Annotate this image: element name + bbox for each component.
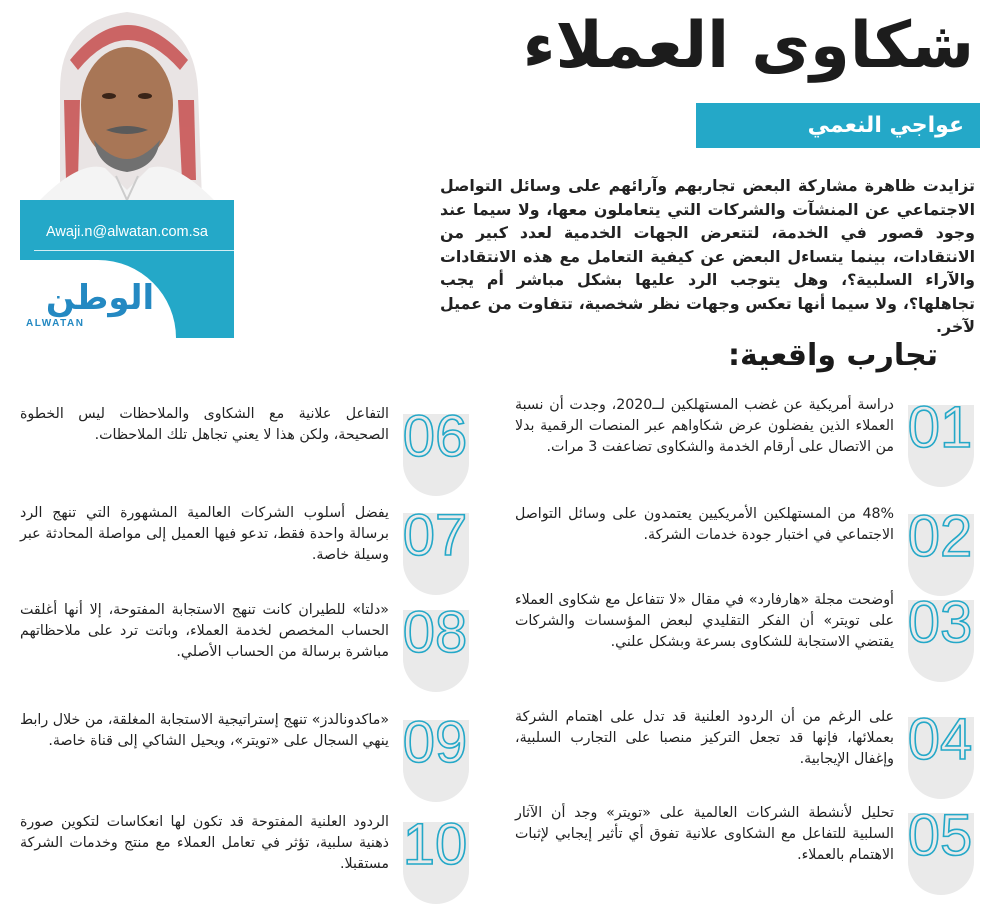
author-name-band: عواجي النعمي [696,103,980,148]
item-text: يفضل أسلوب الشركات العالمية المشهورة التي تنهج الرد برسالة واحدة فقط، تدعو فيها العميل إلى مواصلة المحادثة عبر وسيلة خاصة. [20,505,389,563]
item-text: الردود العلنية المفتوحة قد تكون لها انعكاسات لتكوين صورة ذهنية سلبية، تؤثر في تعامل العملاء مع منتج وخدمات الشركة مستقبلا. [20,814,389,872]
author-photo [20,0,234,200]
item-number: 04 [907,707,973,772]
list-item-02 [515,504,980,604]
list-item-06 [20,404,475,504]
item-number: 01 [907,395,973,460]
intro-paragraph: تزايدت ظاهرة مشاركة البعض تجاربهم وآرائهم على وسائل التواصل الاجتماعي عن المنشآت والشركات التي يتعاملون معها، ولا سيما عند وجود قصور في الخدمة، لتتعرض الجهات الخدمية لعدد كبير من الانتقادات، بينما يتساءل البعض عن كيفية التعامل مع هذه الانتقادات والآراء السلبية؟، وهل يتوجب الرد عليها بشكل مباشر أم يجب تجاهلها؟، ولا سيما أنها تعكس وجهات نظر شخصية، تتفاوت من عميل لآخر. [440,176,975,336]
article-title: شكاوى العملاء [522,9,974,83]
item-text: دراسة أمريكية عن غضب المستهلكين لــ2020، وجدت أن نسبة العملاء الذين يفضلون عرض شكاواهم عبر المنصات الرقمية بدلا من الاتصال على أرقام الخدمة والشكاوى تضاعفت 3 مرات. [515,397,895,455]
item-number-badge [395,812,475,902]
list-item-09 [20,710,475,810]
author-email: Awaji.n@alwatan.com.sa [46,224,208,240]
logo-english-text: ALWATAN [26,318,85,329]
list-item-04 [515,707,980,807]
list-item-05 [515,803,980,903]
item-text: «ماكدونالدز» تنهج إستراتيجية الاستجابة المغلقة، من خلال رابط ينهي السجال على «تويتر»، ويحيل الشاكي إلى قناة خاصة. [20,712,389,749]
item-number: 03 [907,590,973,655]
item-number-badge [395,600,475,690]
item-number-badge [900,803,980,893]
item-number-badge [395,503,475,593]
item-number: 02 [907,504,973,569]
panel-divider [34,250,234,251]
item-text: على الرغم من أن الردود العلنية قد تدل على اهتمام الشركة بعملائها، فإنها قد تجعل التركيز منصبا على التجارب السلبية، وإغفال الإيجابية. [515,709,894,767]
item-number-badge [900,590,980,680]
logo-arabic-text: الوطن [45,278,155,318]
item-number: 08 [402,600,468,665]
author-panel [20,0,234,338]
list-item-07 [20,503,475,603]
item-text: تحليل لأنشطة الشركات العالمية على «تويتر» وجد أن الآثار السلبية للتفاعل مع الشكاوى علانية تفوق أي تأثير إيجابي لإثبات الاهتمام بالعملاء. [515,805,894,863]
list-item-03 [515,590,980,690]
item-number-badge [395,710,475,800]
item-number: 09 [402,710,468,775]
section-subheading: تجارب واقعية: [728,338,938,373]
list-item-01 [515,395,980,495]
list-item-08 [20,600,475,700]
item-text: التفاعل علانية مع الشكاوى والملاحظات ليس الخطوة الصحيحة، ولكن هذا لا يعني تجاهل تلك الملاحظات. [20,406,389,443]
item-number: 10 [402,812,468,877]
item-number-badge [900,395,980,485]
item-text: أوضحت مجلة «هارفارد» في مقال «لا تتفاعل مع شكاوى العملاء على تويتر» أن الفكر التقليدي لبعض المؤسسات والشركات يقتضي الاستجابة للشكاوى بسرعة وبشكل علني. [515,592,894,650]
newspaper-logo [20,260,176,338]
item-number-badge [900,707,980,797]
item-number: 07 [402,503,468,568]
item-number: 06 [402,404,468,469]
list-item-10 [20,812,475,905]
item-number: 05 [907,803,973,868]
item-text: «دلتا» للطيران كانت تنهج الاستجابة المفتوحة، إلا أنها أغلقت الحساب المخصص لخدمة العملاء، وباتت ترد على ملاحظاتهم مباشرة برسالة من الحساب الأصلي. [20,602,389,660]
item-number-badge [395,404,475,494]
item-text: 48% من المستهلكين الأمريكيين يعتمدون على وسائل التواصل الاجتماعي في اختبار جودة خدمات الشركة. [515,506,894,543]
item-number-badge [900,504,980,594]
